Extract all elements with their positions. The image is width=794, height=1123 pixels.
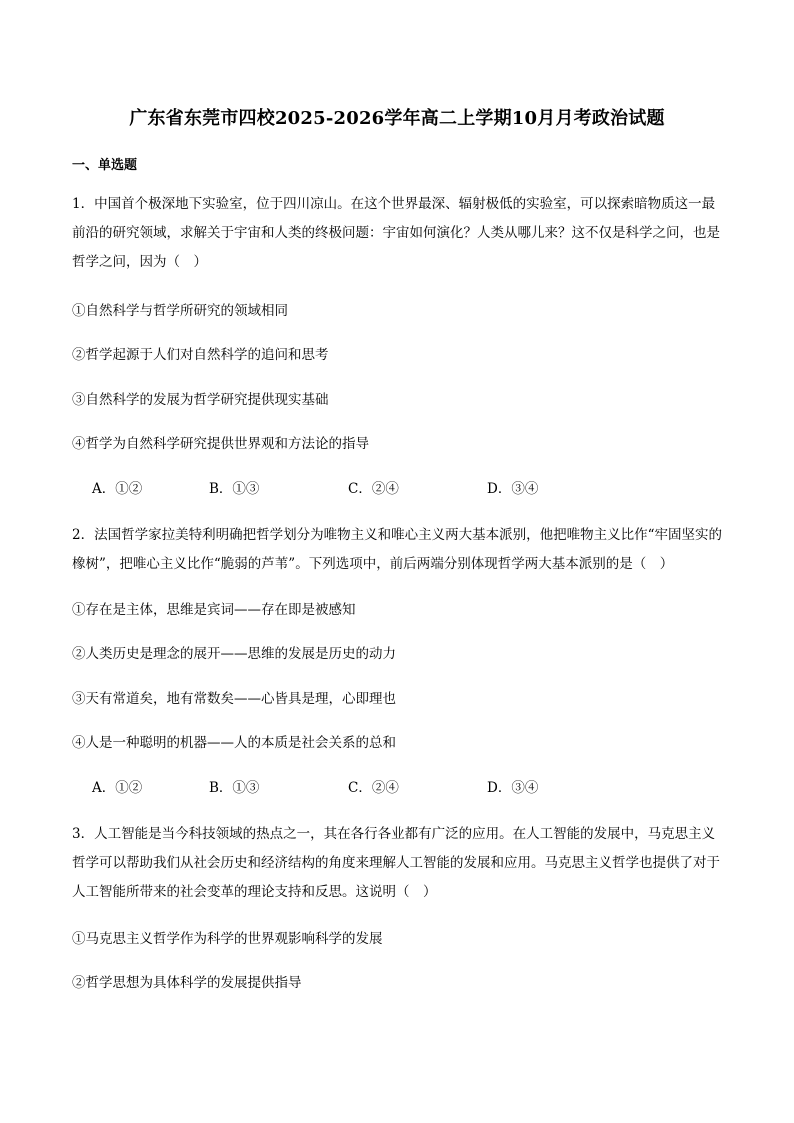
question-1-option-1: ①自然科学与哲学所研究的领域相同 [72,303,288,319]
question-1-option-2: ②哲学起源于人们对自然科学的追问和思考 [72,347,329,363]
question-2-option-4: ④人是一种聪明的机器——人的本质是社会关系的总和 [72,735,396,751]
question-1-option-3: ③自然科学的发展为哲学研究提供现实基础 [72,392,329,408]
section-heading: 一、单选题 [72,158,138,173]
question-1-option-4: ④哲学为自然科学研究提供世界观和方法论的指导 [72,436,369,452]
question-2-choice-c[interactable]: C．②④ [348,780,399,796]
question-1-choice-c[interactable]: C．②④ [348,481,399,497]
question-2-option-2: ②人类历史是理念的展开——思维的发展是历史的动力 [72,646,396,662]
question-3-option-1: ①马克思主义哲学作为科学的世界观影响科学的发展 [72,931,383,947]
question-1-choice-b[interactable]: B．①③ [209,481,260,497]
question-3-option-2: ②哲学思想为具体科学的发展提供指导 [72,975,302,991]
page-title: 广东省东莞市四校2025-2026学年高二上学期10月月考政治试题 [129,108,665,129]
question-1-stem: 1．中国首个极深地下实验室，位于四川凉山。在这个世界最深、辐射极低的实验室，可以探索暗物质这一最前沿的研究领域，求解关于宇宙和人类的终极问题：宇宙如何演化？人类从哪儿来？这不仅是科学之问，也是哲学之问，因为（ ） [72,196,720,270]
question-2-option-1: ①存在是主体，思维是宾词——存在即是被感知 [72,602,356,618]
question-1-choice-a[interactable]: A．①② [92,481,143,497]
question-2-choice-b[interactable]: B．①③ [209,780,260,796]
question-2-option-3: ③天有常道矣，地有常数矣——心皆具是理，心即理也 [72,691,396,707]
question-2-choice-d[interactable]: D．③④ [487,780,539,796]
question-3-stem: 3．人工智能是当今科技领域的热点之一，其在各行各业都有广泛的应用。在人工智能的发展中，马克思主义哲学可以帮助我们从社会历史和经济结构的角度来理解人工智能的发展和应用。马克思主义哲学也提供了对于人工智能所带来的社会变革的理论支持和反思。这说明（ ） [72,826,720,900]
question-2-stem: 2．法国哲学家拉美特利明确把哲学划分为唯物主义和唯心主义两大基本派别，他把唯物主义比作“牢固坚实的橡树”，把唯心主义比作“脆弱的芦苇”。下列选项中，前后两端分别体现哲学两大基本派别的是（ ） [72,527,722,572]
question-1-choice-d[interactable]: D．③④ [487,481,539,497]
question-2-choice-a[interactable]: A．①② [92,780,143,796]
